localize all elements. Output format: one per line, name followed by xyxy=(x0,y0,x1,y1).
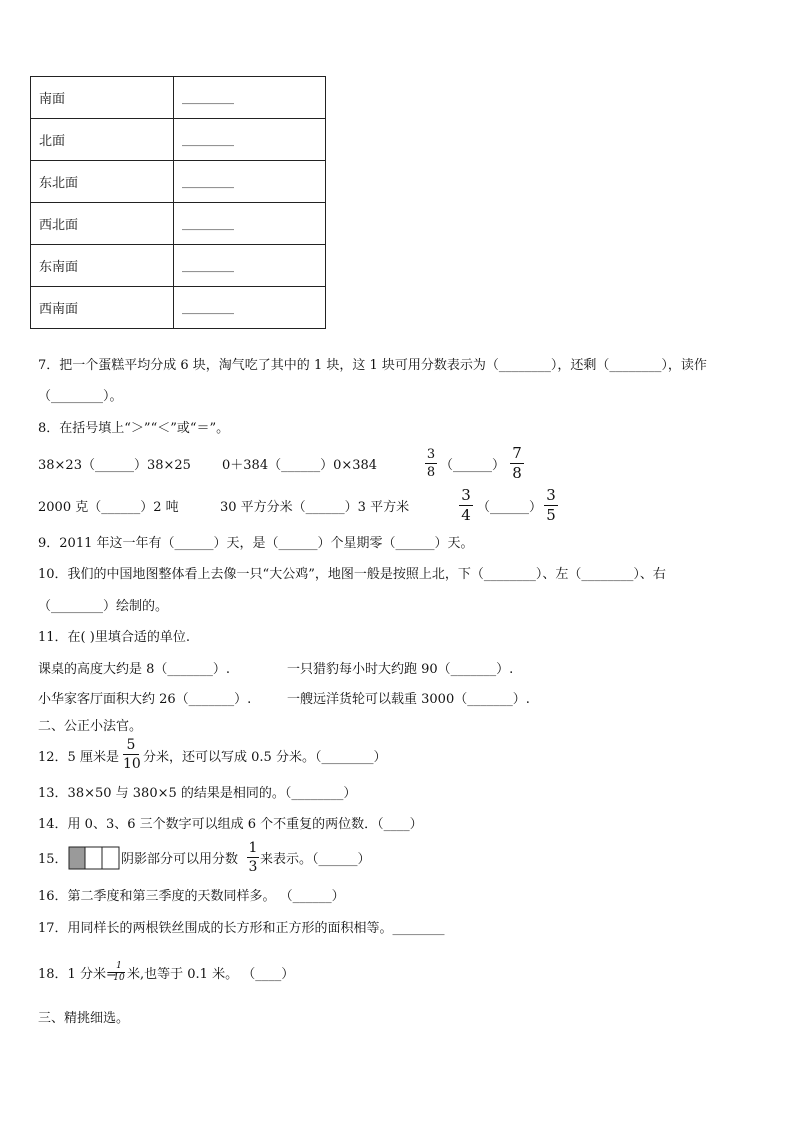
answer-blank[interactable]: ________ xyxy=(174,161,326,203)
fraction-bar xyxy=(123,754,139,755)
numerator: 3 xyxy=(461,486,471,504)
question-8-e: 30 平方分米（______）3 平方米 xyxy=(220,500,410,515)
fraction-5-10 xyxy=(123,738,139,771)
numerator: 7 xyxy=(512,444,522,462)
question-11-d: 一艘远洋货轮可以载重 3000（_______）. xyxy=(287,692,530,707)
question-8-a: 38×23（______）38×25 xyxy=(38,458,191,473)
question-17: 17．用同样长的两根铁丝围成的长方形和正方形的面积相等。________ xyxy=(38,921,445,936)
fraction-1-3 xyxy=(247,841,259,874)
question-11-c: 小华家客厅面积大约 26（_______）. xyxy=(38,692,252,707)
question-11-b: 一只猎豹每小时大约跑 90（_______）. xyxy=(287,662,514,677)
denominator: 8 xyxy=(426,465,436,480)
denominator: 5 xyxy=(546,506,556,524)
question-15-middle: 阴影部分可以用分数 xyxy=(121,852,239,867)
table-row xyxy=(31,119,326,161)
section-3-heading: 三、精挑细选。 xyxy=(38,1011,130,1026)
fraction-bar xyxy=(425,463,437,464)
numerator: 5 xyxy=(126,737,136,753)
row-label: 西南面 xyxy=(31,287,174,329)
question-16: 16．第二季度和第三季度的天数同样多。 （______） xyxy=(38,889,345,904)
fraction-3-4 xyxy=(459,488,473,523)
numerator: 3 xyxy=(546,486,556,504)
row-label: 南面 xyxy=(31,77,174,119)
denominator: 10 xyxy=(113,973,125,983)
unshaded-part xyxy=(102,847,119,869)
question-8-d: 2000 克（______）2 吨 xyxy=(38,500,179,515)
row-label: 东北面 xyxy=(31,161,174,203)
denominator: 3 xyxy=(248,859,258,875)
question-14: 14．用 0、3、6 三个数字可以组成 6 个不重复的两位数．（____） xyxy=(38,817,423,832)
question-15-prefix: 15． xyxy=(38,852,68,867)
fraction-1-10 xyxy=(113,962,125,983)
row-label: 东南面 xyxy=(31,245,174,287)
shaded-shape-icon xyxy=(68,846,120,870)
fraction-3-8 xyxy=(425,448,437,479)
question-11-title: 11．在( )里填合适的单位. xyxy=(38,630,190,645)
question-12-prefix: 12．5 厘米是 xyxy=(38,750,119,765)
table-row xyxy=(31,245,326,287)
question-11-a: 课桌的高度大约是 8（_______）. xyxy=(38,662,231,677)
unshaded-part xyxy=(85,847,102,869)
question-15-suffix: 来表示。（______） xyxy=(260,852,371,867)
table-row xyxy=(31,77,326,119)
question-7-line1: 7．把一个蛋糕平均分成 6 块，淘气吃了其中的 1 块，这 1 块可用分数表示为（________），还剩（________），读作 xyxy=(38,358,707,373)
question-18-suffix: 米,也等于 0.1 米。 （____） xyxy=(127,967,295,982)
denominator: 8 xyxy=(512,464,522,482)
answer-blank[interactable]: ________ xyxy=(174,77,326,119)
fraction-7-8 xyxy=(510,446,524,481)
row-label: 北面 xyxy=(31,119,174,161)
answer-blank[interactable]: ________ xyxy=(174,203,326,245)
shaded-part xyxy=(69,847,85,869)
section-2-heading: 二、公正小法官。 xyxy=(38,719,143,734)
direction-table xyxy=(30,76,326,329)
answer-blank[interactable]: ________ xyxy=(174,245,326,287)
table-row xyxy=(31,203,326,245)
question-13: 13．38×50 与 380×5 的结果是相同的。（________） xyxy=(38,786,357,801)
question-18-prefix: 18．1 分米= xyxy=(38,967,117,982)
table-row xyxy=(31,287,326,329)
question-9: 9．2011 年这一年有（______）天，是（______）个星期零（______）天。 xyxy=(38,536,474,551)
table-row xyxy=(31,161,326,203)
answer-blank[interactable]: ________ xyxy=(174,287,326,329)
question-12-suffix: 分米，还可以写成 0.5 分米。（________） xyxy=(143,750,387,765)
question-7-line2: （________）。 xyxy=(38,389,123,404)
row-label: 西北面 xyxy=(31,203,174,245)
question-8-b: 0＋384（______）0×384 xyxy=(222,458,378,473)
question-8-f-blank: （______） xyxy=(477,500,543,515)
question-10-line1: 10．我们的中国地图整体看上去像一只“大公鸡”，地图一般是按照上北，下（________）、左（________）、右 xyxy=(38,567,666,582)
denominator: 10 xyxy=(123,756,141,772)
numerator: 1 xyxy=(116,961,122,971)
fraction-bar xyxy=(247,857,259,858)
denominator: 4 xyxy=(461,506,471,524)
numerator: 3 xyxy=(426,447,436,462)
question-10-line2: （________）绘制的。 xyxy=(38,599,169,614)
fraction-3-5 xyxy=(544,488,558,523)
question-8-c-blank: （______） xyxy=(440,458,506,473)
numerator: 1 xyxy=(248,840,258,856)
answer-blank[interactable]: ________ xyxy=(174,119,326,161)
question-8-title: 8．在括号填上“＞”“＜”或“＝”。 xyxy=(38,421,230,436)
